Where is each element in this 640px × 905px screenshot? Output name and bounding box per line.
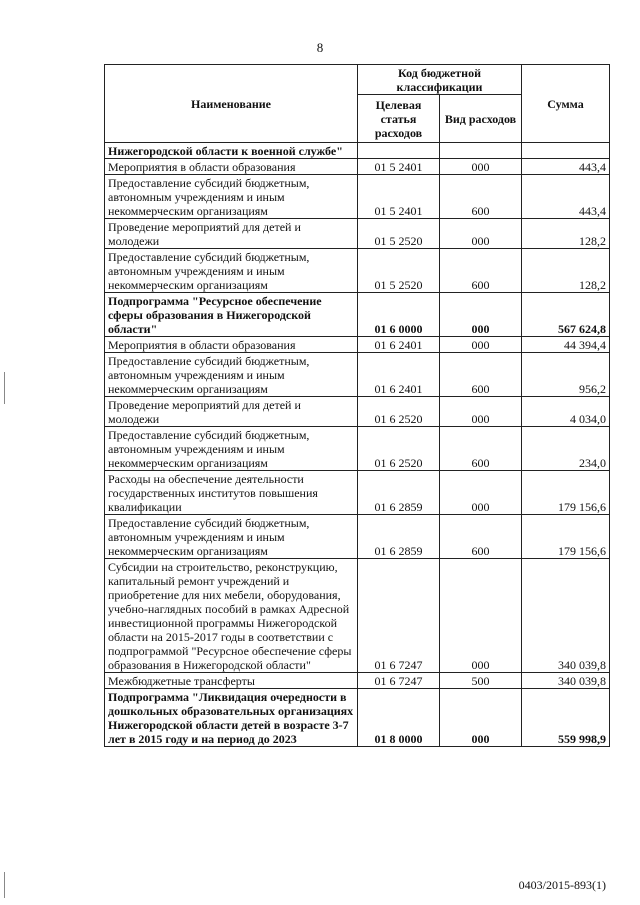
row-target-code: 01 6 2520 [358,427,440,471]
row-name: Проведение мероприятий для детей и молодежи [105,397,358,427]
row-amount: 234,0 [522,427,610,471]
header-code-group: Код бюджетной классификации [358,65,522,95]
header-name: Наименование [105,65,358,143]
row-name: Подпрограмма "Ликвидация очередности в дошкольных образовательных организациях Нижегородской области детей в возрасте 3-7 лет в 2015 году и на период до 2023 [105,689,358,747]
document-code: 0403/2015-893(1) [518,878,606,892]
row-expense-type: 600 [440,249,522,293]
row-amount: 559 998,9 [522,689,610,747]
row-expense-type [440,143,522,159]
row-target-code: 01 5 2520 [358,219,440,249]
row-expense-type: 000 [440,337,522,353]
row-target-code: 01 5 2520 [358,249,440,293]
row-amount: 179 156,6 [522,471,610,515]
table-row [105,689,610,747]
row-expense-type: 000 [440,397,522,427]
scan-margin-mark [4,372,5,404]
row-target-code: 01 5 2401 [358,159,440,175]
row-name: Предоставление субсидий бюджетным, автономным учреждениям и иным некоммерческим организациям [105,515,358,559]
row-amount: 128,2 [522,219,610,249]
row-target-code: 01 6 2520 [358,397,440,427]
table-row [105,471,610,515]
row-expense-type: 000 [440,689,522,747]
row-target-code: 01 6 7247 [358,559,440,673]
row-name: Предоставление субсидий бюджетным, автономным учреждениям и иным некоммерческим организациям [105,175,358,219]
row-target-code [358,143,440,159]
row-expense-type: 000 [440,293,522,337]
row-amount: 443,4 [522,175,610,219]
row-amount: 340 039,8 [522,559,610,673]
row-amount: 44 394,4 [522,337,610,353]
table-row [105,293,610,337]
row-amount: 340 039,8 [522,673,610,689]
table-row [105,353,610,397]
row-target-code: 01 6 2401 [358,337,440,353]
row-name: Межбюджетные трансферты [105,673,358,689]
header-type: Вид расходов [440,95,522,143]
table-row [105,427,610,471]
row-amount [522,143,610,159]
row-expense-type: 600 [440,515,522,559]
row-target-code: 01 6 7247 [358,673,440,689]
budget-table [104,64,610,747]
row-name: Нижегородской области к военной службе" [105,143,358,159]
row-expense-type: 600 [440,175,522,219]
scan-margin-mark [4,872,5,898]
row-amount: 567 624,8 [522,293,610,337]
header-row [105,65,610,95]
row-amount: 4 034,0 [522,397,610,427]
row-target-code: 01 8 0000 [358,689,440,747]
page-number: 8 [316,40,324,55]
row-target-code: 01 6 2401 [358,353,440,397]
table-row [105,143,610,159]
table-body [105,143,610,747]
table-row [105,515,610,559]
row-target-code: 01 6 2859 [358,471,440,515]
header-amount: Сумма [522,65,610,143]
row-expense-type: 500 [440,673,522,689]
row-name: Предоставление субсидий бюджетным, автономным учреждениям и иным некоммерческим организациям [105,249,358,293]
row-amount: 179 156,6 [522,515,610,559]
row-amount: 443,4 [522,159,610,175]
row-amount: 956,2 [522,353,610,397]
row-name: Проведение мероприятий для детей и молодежи [105,219,358,249]
row-expense-type: 600 [440,353,522,397]
table-row [105,159,610,175]
row-name: Мероприятия в области образования [105,337,358,353]
row-target-code: 01 5 2401 [358,175,440,219]
header-target: Целевая статья расходов [358,95,440,143]
row-name: Субсидии на строительство, реконструкцию, капитальный ремонт учреждений и приобретение для них мебели, оборудования, учебно-наглядных пособий в рамках Адресной инвестиционной программы Нижегородской области на 2015-2017 годы в соответствии с подпрограммой "Ресурсное обеспечение сферы образования в Нижегородской области" [105,559,358,673]
table-row [105,219,610,249]
row-name: Подпрограмма "Ресурсное обеспечение сферы образования в Нижегородской области" [105,293,358,337]
table-row [105,397,610,427]
row-expense-type: 000 [440,559,522,673]
row-target-code: 01 6 0000 [358,293,440,337]
table-row [105,559,610,673]
row-target-code: 01 6 2859 [358,515,440,559]
row-expense-type: 600 [440,427,522,471]
row-name: Расходы на обеспечение деятельности государственных институтов повышения квалификации [105,471,358,515]
row-amount: 128,2 [522,249,610,293]
row-name: Предоставление субсидий бюджетным, автономным учреждениям и иным некоммерческим организациям [105,427,358,471]
table-row [105,673,610,689]
row-expense-type: 000 [440,159,522,175]
row-expense-type: 000 [440,471,522,515]
row-name: Мероприятия в области образования [105,159,358,175]
table-row [105,249,610,293]
row-expense-type: 000 [440,219,522,249]
table-row [105,175,610,219]
table-row [105,337,610,353]
row-name: Предоставление субсидий бюджетным, автономным учреждениям и иным некоммерческим организациям [105,353,358,397]
